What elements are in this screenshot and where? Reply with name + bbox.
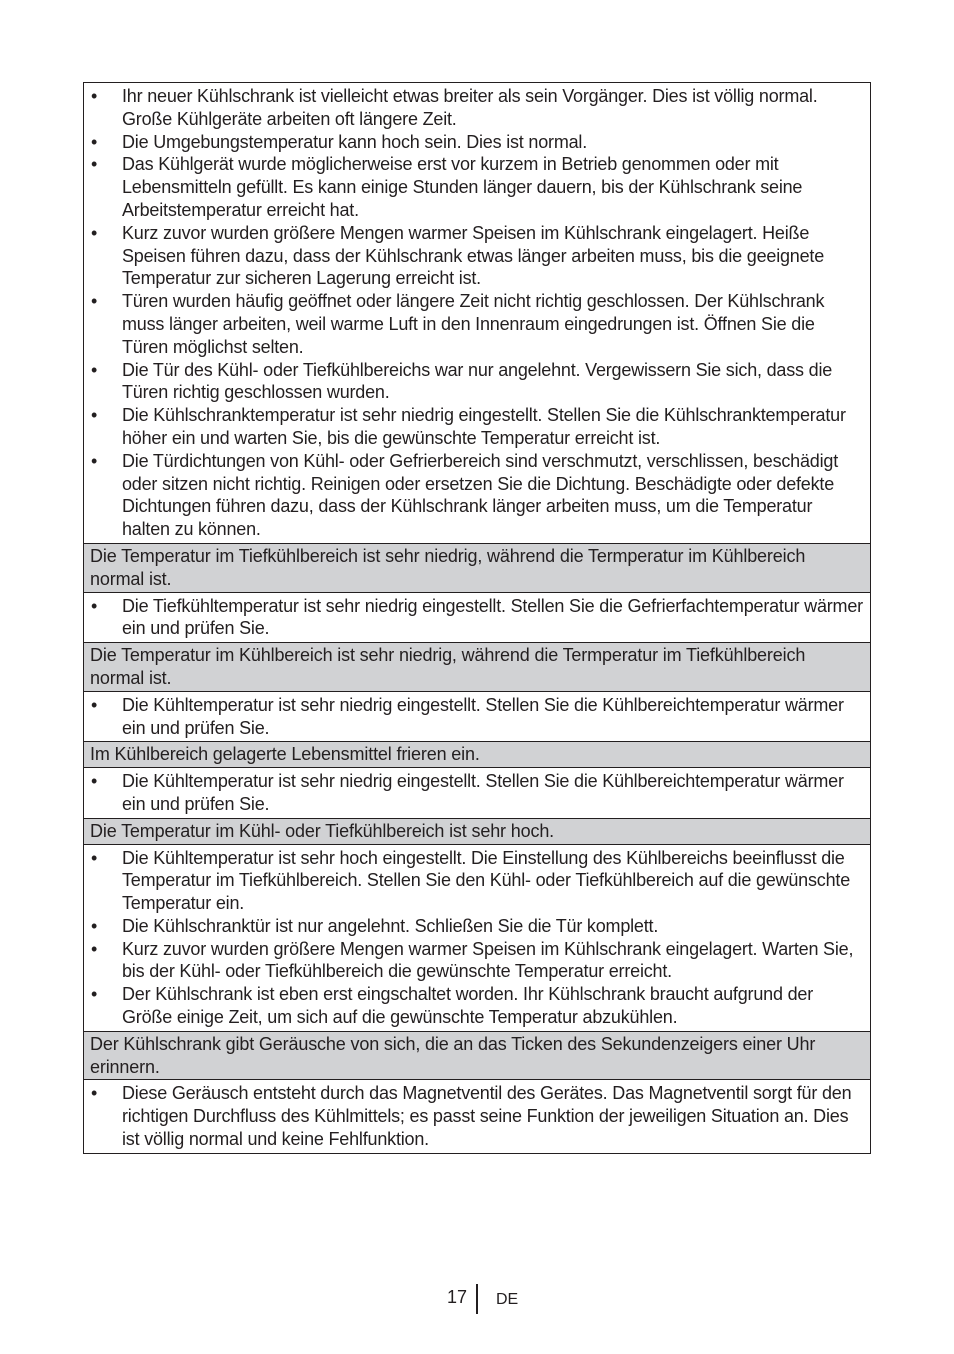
- list-item: • Die Kühltemperatur ist sehr niedrig eingestellt. Stellen Sie die Kühlbereichtemperatur wärmer ein und prüfen Sie.: [84, 770, 864, 816]
- list-cell: [84, 768, 871, 819]
- list-item: • Die Umgebungstemperatur kann hoch sein. Dies ist normal.: [84, 131, 864, 154]
- heading-row: [84, 543, 871, 592]
- list-item: • Der Kühlschrank ist eben erst eingschaltet worden. Ihr Kühlschrank braucht aufgrund der Größe einige Zeit, um sich auf die gewünschte Temperatur abzukühlen.: [84, 983, 864, 1029]
- list-item: • Die Kühlschranktür ist nur angelehnt. Schließen Sie die Tür komplett.: [84, 915, 864, 938]
- list-item: • Türen wurden häufig geöffnet oder längere Zeit nicht richtig geschlossen. Der Kühlschrank muss länger arbeiten, weil warme Luft in den Innenraum eingedrungen ist. Öffnen Sie die Türen möglichst selten.: [84, 290, 864, 358]
- list-row: [84, 1080, 871, 1153]
- section-heading: Die Temperatur im Kühl- oder Tiefkühlbereich ist sehr hoch.: [84, 818, 871, 844]
- bullet-list: [84, 847, 864, 1029]
- list-item: • Die Tiefkühltemperatur ist sehr niedrig eingestellt. Stellen Sie die Gefrierfachtemperatur wärmer ein und prüfen Sie.: [84, 595, 864, 641]
- section-heading: Im Kühlbereich gelagerte Lebensmittel frieren ein.: [84, 742, 871, 768]
- heading-row: [84, 1031, 871, 1080]
- list-row: [84, 691, 871, 742]
- section-heading: Der Kühlschrank gibt Geräusche von sich, die an das Ticken des Sekundenzeigers einer Uhr erinnern.: [84, 1031, 871, 1080]
- list-row: [84, 83, 871, 544]
- bullet-list: [84, 85, 864, 541]
- list-cell: [84, 1080, 871, 1153]
- list-item: • Die Kühlschranktemperatur ist sehr niedrig eingestellt. Stellen Sie die Kühlschranktemperatur höher ein und warten Sie, bis die gewünschte Temperatur erreicht ist.: [84, 404, 864, 450]
- list-cell: [84, 844, 871, 1031]
- section-heading: Die Temperatur im Kühlbereich ist sehr niedrig, während die Termperatur im Tiefkühlbereich normal ist.: [84, 643, 871, 692]
- bullet-list: [84, 1082, 864, 1150]
- page-number: 17: [446, 1287, 467, 1307]
- heading-row: [84, 818, 871, 844]
- list-item: • Die Kühltemperatur ist sehr hoch eingestellt. Die Einstellung des Kühlbereichs beeinflusst die Temperatur im Tiefkühlbereich. Stellen Sie den Kühl- oder Tiefkühlbereich auf die gewünschte Temperatur ein.: [84, 847, 864, 915]
- list-row: [84, 768, 871, 819]
- troubleshooting-table: [83, 82, 871, 1154]
- language-code: DE: [496, 1291, 519, 1308]
- heading-row: [84, 643, 871, 692]
- page-footer: [0, 1284, 954, 1316]
- bullet-list: [84, 770, 864, 816]
- heading-row: [84, 742, 871, 768]
- list-cell: [84, 83, 871, 544]
- list-item: • Diese Geräusch entsteht durch das Magnetventil des Gerätes. Das Magnetventil sorgt für den richtigen Durchfluss des Kühlmittels; es passt seine Funktion der jeweiligen Situation an. Dies ist völlig normal und keine Fehlfunktion.: [84, 1082, 864, 1150]
- list-item: • Die Türdichtungen von Kühl- oder Gefrierbereich sind verschmutzt, verschlissen, beschädigt oder sitzen nicht richtig. Reinigen oder ersetzen Sie die Dichtung. Beschädigte oder defekte Dichtungen führen dazu, dass der Kühlschrank länger arbeiten muss, um die Temperatur halten zu können.: [84, 450, 864, 541]
- bullet-list: [84, 595, 864, 641]
- list-row: [84, 592, 871, 643]
- list-item: • Das Kühlgerät wurde möglicherweise erst vor kurzem in Betrieb genommen oder mit Lebensmitteln gefüllt. Es kann einige Stunden länger dauern, bis der Kühlschrank seine Arbeitstemperatur erreicht hat.: [84, 153, 864, 221]
- list-item: • Kurz zuvor wurden größere Mengen warmer Speisen im Kühlschrank eingelagert. Warten Sie, bis der Kühl- oder Tiefkühlbereich die gewünschte Temperatur erreicht.: [84, 938, 864, 984]
- list-cell: [84, 592, 871, 643]
- section-heading: Die Temperatur im Tiefkühlbereich ist sehr niedrig, während die Termperatur im Kühlbereich normal ist.: [84, 543, 871, 592]
- list-row: [84, 844, 871, 1031]
- list-item: • Kurz zuvor wurden größere Mengen warmer Speisen im Kühlschrank eingelagert. Heiße Speisen führen dazu, dass der Kühlschrank etwas länger arbeiten muss, bis die geeignete Temperatur zur sicheren Lagerung erreicht ist.: [84, 222, 864, 290]
- bullet-list: [84, 694, 864, 740]
- list-cell: [84, 691, 871, 742]
- list-item: • Ihr neuer Kühlschrank ist vielleicht etwas breiter als sein Vorgänger. Dies ist völlig normal. Große Kühlgeräte arbeiten oft längere Zeit.: [84, 85, 864, 131]
- list-item: • Die Tür des Kühl- oder Tiefkühlbereichs war nur angelehnt. Vergewissern Sie sich, dass die Türen richtig geschlossen wurden.: [84, 359, 864, 405]
- footer-divider: [476, 1284, 478, 1314]
- list-item: • Die Kühltemperatur ist sehr niedrig eingestellt. Stellen Sie die Kühlbereichtemperatur wärmer ein und prüfen Sie.: [84, 694, 864, 740]
